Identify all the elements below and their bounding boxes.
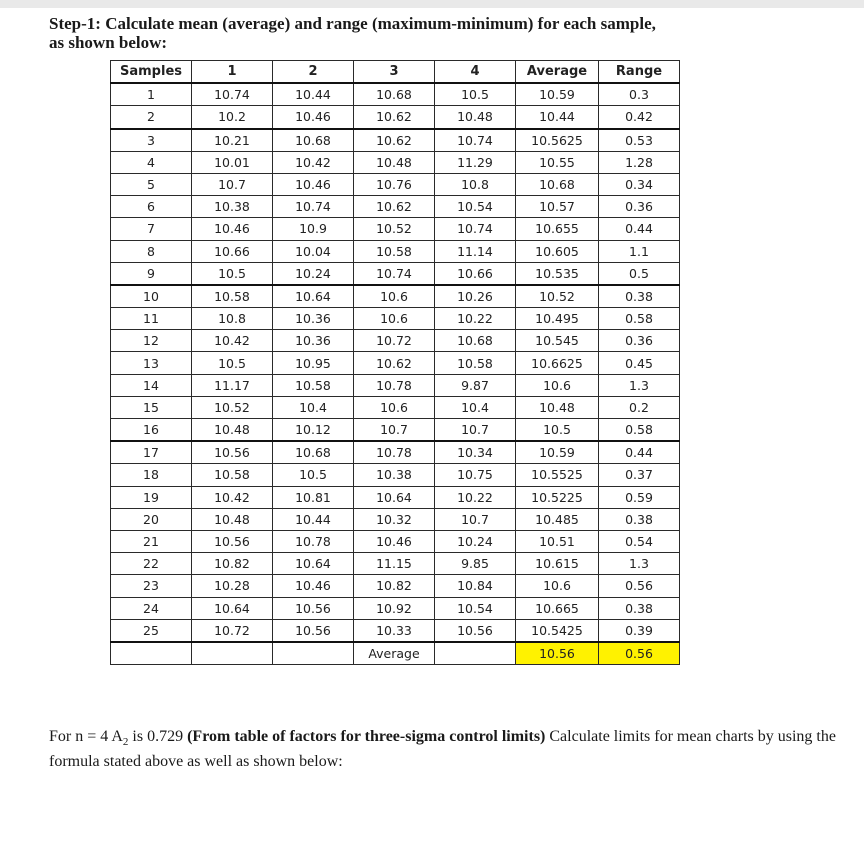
header-samples: Samples xyxy=(111,61,192,84)
value-3-cell: 10.33 xyxy=(354,619,435,642)
average-cell: 10.605 xyxy=(516,240,599,262)
value-2-cell: 10.68 xyxy=(273,129,354,152)
header-range: Range xyxy=(599,61,680,84)
average-cell: 10.55 xyxy=(516,151,599,173)
range-cell: 0.45 xyxy=(599,352,680,374)
sample-number-cell: 7 xyxy=(111,218,192,240)
value-1-cell: 10.82 xyxy=(192,553,273,575)
factor-paragraph xyxy=(49,727,839,772)
range-cell: 0.58 xyxy=(599,308,680,330)
sample-number-cell: 25 xyxy=(111,619,192,642)
sample-number-cell: 24 xyxy=(111,597,192,619)
value-4-cell: 10.5 xyxy=(435,83,516,106)
range-cell: 0.58 xyxy=(599,419,680,442)
value-2-cell: 10.64 xyxy=(273,553,354,575)
table-row xyxy=(111,619,680,642)
table-row xyxy=(111,262,680,285)
value-2-cell: 10.5 xyxy=(273,464,354,486)
value-4-cell: 11.14 xyxy=(435,240,516,262)
footer-average-label: Average xyxy=(354,642,435,665)
average-cell: 10.5225 xyxy=(516,486,599,508)
table-row xyxy=(111,218,680,240)
header-average: Average xyxy=(516,61,599,84)
sample-number-cell: 15 xyxy=(111,396,192,418)
table-row xyxy=(111,575,680,597)
value-1-cell: 10.5 xyxy=(192,352,273,374)
sample-number-cell: 13 xyxy=(111,352,192,374)
table-row xyxy=(111,83,680,106)
value-3-cell: 10.78 xyxy=(354,441,435,464)
average-cell: 10.57 xyxy=(516,196,599,218)
average-cell: 10.5625 xyxy=(516,129,599,152)
value-3-cell: 10.52 xyxy=(354,218,435,240)
value-4-cell: 10.56 xyxy=(435,619,516,642)
sample-number-cell: 8 xyxy=(111,240,192,262)
average-cell: 10.5425 xyxy=(516,619,599,642)
sample-number-cell: 12 xyxy=(111,330,192,352)
value-2-cell: 10.78 xyxy=(273,530,354,552)
value-3-cell: 10.32 xyxy=(354,508,435,530)
range-cell: 0.36 xyxy=(599,330,680,352)
value-1-cell: 10.8 xyxy=(192,308,273,330)
value-1-cell: 10.28 xyxy=(192,575,273,597)
value-2-cell: 10.95 xyxy=(273,352,354,374)
footer-empty-cell xyxy=(111,642,192,665)
average-cell: 10.655 xyxy=(516,218,599,240)
value-4-cell: 10.68 xyxy=(435,330,516,352)
table-row xyxy=(111,419,680,442)
value-3-cell: 10.38 xyxy=(354,464,435,486)
value-2-cell: 10.74 xyxy=(273,196,354,218)
value-3-cell: 10.46 xyxy=(354,530,435,552)
average-cell: 10.44 xyxy=(516,106,599,129)
value-4-cell: 10.4 xyxy=(435,396,516,418)
value-2-cell: 10.56 xyxy=(273,597,354,619)
value-3-cell: 10.72 xyxy=(354,330,435,352)
samples-table xyxy=(110,60,680,665)
value-1-cell: 10.48 xyxy=(192,419,273,442)
sample-number-cell: 9 xyxy=(111,262,192,285)
range-cell: 0.44 xyxy=(599,441,680,464)
table-body xyxy=(111,83,680,642)
average-cell: 10.59 xyxy=(516,83,599,106)
table-row xyxy=(111,151,680,173)
sample-number-cell: 2 xyxy=(111,106,192,129)
table-row xyxy=(111,285,680,308)
average-cell: 10.485 xyxy=(516,508,599,530)
table-row xyxy=(111,530,680,552)
value-4-cell: 10.54 xyxy=(435,196,516,218)
average-cell: 10.5 xyxy=(516,419,599,442)
footer-empty-cell xyxy=(435,642,516,665)
value-1-cell: 11.17 xyxy=(192,374,273,396)
average-cell: 10.59 xyxy=(516,441,599,464)
value-3-cell: 10.92 xyxy=(354,597,435,619)
range-cell: 1.3 xyxy=(599,374,680,396)
value-2-cell: 10.4 xyxy=(273,396,354,418)
average-range-value: 0.56 xyxy=(599,642,680,665)
value-2-cell: 10.64 xyxy=(273,285,354,308)
table-row xyxy=(111,441,680,464)
sample-number-cell: 6 xyxy=(111,196,192,218)
range-cell: 0.2 xyxy=(599,396,680,418)
value-2-cell: 10.46 xyxy=(273,106,354,129)
grand-average-value: 10.56 xyxy=(516,642,599,665)
average-cell: 10.52 xyxy=(516,285,599,308)
average-cell: 10.6625 xyxy=(516,352,599,374)
value-4-cell: 9.87 xyxy=(435,374,516,396)
range-cell: 1.1 xyxy=(599,240,680,262)
para-middle: is 0.729 xyxy=(128,728,188,745)
sample-number-cell: 5 xyxy=(111,173,192,195)
value-4-cell: 10.66 xyxy=(435,262,516,285)
sample-number-cell: 16 xyxy=(111,419,192,442)
table-row xyxy=(111,129,680,152)
table-row xyxy=(111,597,680,619)
value-1-cell: 10.56 xyxy=(192,530,273,552)
value-2-cell: 10.81 xyxy=(273,486,354,508)
value-2-cell: 10.58 xyxy=(273,374,354,396)
average-cell: 10.68 xyxy=(516,173,599,195)
value-3-cell: 10.6 xyxy=(354,285,435,308)
value-4-cell: 10.74 xyxy=(435,129,516,152)
value-3-cell: 10.76 xyxy=(354,173,435,195)
sample-number-cell: 18 xyxy=(111,464,192,486)
table-row xyxy=(111,352,680,374)
value-3-cell: 11.15 xyxy=(354,553,435,575)
table-footer-row xyxy=(111,642,680,665)
value-2-cell: 10.24 xyxy=(273,262,354,285)
range-cell: 0.36 xyxy=(599,196,680,218)
value-4-cell: 10.48 xyxy=(435,106,516,129)
value-3-cell: 10.68 xyxy=(354,83,435,106)
average-cell: 10.615 xyxy=(516,553,599,575)
range-cell: 0.42 xyxy=(599,106,680,129)
range-cell: 0.59 xyxy=(599,486,680,508)
average-cell: 10.48 xyxy=(516,396,599,418)
para-bold-note: (From table of factors for three-sigma control limits) xyxy=(187,728,546,745)
para-suffix: Calculate limits for mean charts by using the formula stated above as well as shown below: xyxy=(49,728,836,771)
range-cell: 0.44 xyxy=(599,218,680,240)
value-3-cell: 10.6 xyxy=(354,396,435,418)
sample-number-cell: 14 xyxy=(111,374,192,396)
value-1-cell: 10.21 xyxy=(192,129,273,152)
value-2-cell: 10.12 xyxy=(273,419,354,442)
table-row xyxy=(111,240,680,262)
value-4-cell: 10.54 xyxy=(435,597,516,619)
para-prefix: For n = 4 A xyxy=(49,728,123,745)
average-cell: 10.665 xyxy=(516,597,599,619)
value-1-cell: 10.52 xyxy=(192,396,273,418)
value-1-cell: 10.38 xyxy=(192,196,273,218)
sample-number-cell: 4 xyxy=(111,151,192,173)
average-cell: 10.535 xyxy=(516,262,599,285)
average-cell: 10.6 xyxy=(516,374,599,396)
sample-number-cell: 19 xyxy=(111,486,192,508)
value-1-cell: 10.7 xyxy=(192,173,273,195)
range-cell: 0.38 xyxy=(599,285,680,308)
range-cell: 0.37 xyxy=(599,464,680,486)
value-1-cell: 10.42 xyxy=(192,486,273,508)
value-2-cell: 10.36 xyxy=(273,308,354,330)
table-row xyxy=(111,508,680,530)
value-1-cell: 10.5 xyxy=(192,262,273,285)
value-3-cell: 10.48 xyxy=(354,151,435,173)
value-1-cell: 10.58 xyxy=(192,464,273,486)
value-3-cell: 10.7 xyxy=(354,419,435,442)
value-4-cell: 10.24 xyxy=(435,530,516,552)
value-2-cell: 10.56 xyxy=(273,619,354,642)
value-4-cell: 10.22 xyxy=(435,308,516,330)
footer-empty-cell xyxy=(192,642,273,665)
value-3-cell: 10.62 xyxy=(354,129,435,152)
page-top-bar xyxy=(0,0,864,8)
value-4-cell: 10.8 xyxy=(435,173,516,195)
value-1-cell: 10.01 xyxy=(192,151,273,173)
value-2-cell: 10.46 xyxy=(273,173,354,195)
value-4-cell: 11.29 xyxy=(435,151,516,173)
value-4-cell: 10.26 xyxy=(435,285,516,308)
value-4-cell: 10.7 xyxy=(435,508,516,530)
sample-number-cell: 23 xyxy=(111,575,192,597)
header-1: 1 xyxy=(192,61,273,84)
value-4-cell: 10.74 xyxy=(435,218,516,240)
sample-number-cell: 17 xyxy=(111,441,192,464)
value-2-cell: 10.9 xyxy=(273,218,354,240)
value-2-cell: 10.44 xyxy=(273,83,354,106)
average-cell: 10.545 xyxy=(516,330,599,352)
value-3-cell: 10.62 xyxy=(354,196,435,218)
value-1-cell: 10.72 xyxy=(192,619,273,642)
sample-number-cell: 20 xyxy=(111,508,192,530)
range-cell: 0.34 xyxy=(599,173,680,195)
value-4-cell: 10.7 xyxy=(435,419,516,442)
range-cell: 0.38 xyxy=(599,597,680,619)
range-cell: 0.5 xyxy=(599,262,680,285)
range-cell: 0.56 xyxy=(599,575,680,597)
value-1-cell: 10.64 xyxy=(192,597,273,619)
sample-number-cell: 21 xyxy=(111,530,192,552)
value-1-cell: 10.56 xyxy=(192,441,273,464)
value-4-cell: 10.22 xyxy=(435,486,516,508)
value-1-cell: 10.66 xyxy=(192,240,273,262)
value-4-cell: 10.84 xyxy=(435,575,516,597)
average-cell: 10.6 xyxy=(516,575,599,597)
table-row xyxy=(111,464,680,486)
value-3-cell: 10.62 xyxy=(354,352,435,374)
value-2-cell: 10.46 xyxy=(273,575,354,597)
para-subscript: 2 xyxy=(122,736,129,749)
step-heading xyxy=(49,14,829,52)
range-cell: 1.3 xyxy=(599,553,680,575)
value-1-cell: 10.42 xyxy=(192,330,273,352)
table-row xyxy=(111,173,680,195)
table-row xyxy=(111,308,680,330)
table-header-row xyxy=(111,61,680,84)
heading-line-1: Step-1: Calculate mean (average) and range (maximum-minimum) for each sample, xyxy=(49,14,656,33)
value-2-cell: 10.36 xyxy=(273,330,354,352)
value-2-cell: 10.42 xyxy=(273,151,354,173)
value-3-cell: 10.58 xyxy=(354,240,435,262)
value-4-cell: 10.58 xyxy=(435,352,516,374)
table-row xyxy=(111,196,680,218)
range-cell: 0.53 xyxy=(599,129,680,152)
range-cell: 0.54 xyxy=(599,530,680,552)
range-cell: 1.28 xyxy=(599,151,680,173)
value-3-cell: 10.74 xyxy=(354,262,435,285)
table-row xyxy=(111,553,680,575)
sample-number-cell: 3 xyxy=(111,129,192,152)
value-3-cell: 10.6 xyxy=(354,308,435,330)
sample-number-cell: 10 xyxy=(111,285,192,308)
sample-number-cell: 1 xyxy=(111,83,192,106)
value-3-cell: 10.82 xyxy=(354,575,435,597)
heading-line-2: as shown below: xyxy=(49,33,168,52)
range-cell: 0.3 xyxy=(599,83,680,106)
table-row xyxy=(111,106,680,129)
value-2-cell: 10.44 xyxy=(273,508,354,530)
value-1-cell: 10.58 xyxy=(192,285,273,308)
value-4-cell: 10.34 xyxy=(435,441,516,464)
header-4: 4 xyxy=(435,61,516,84)
value-3-cell: 10.64 xyxy=(354,486,435,508)
value-2-cell: 10.68 xyxy=(273,441,354,464)
average-cell: 10.495 xyxy=(516,308,599,330)
average-cell: 10.51 xyxy=(516,530,599,552)
sample-number-cell: 22 xyxy=(111,553,192,575)
value-1-cell: 10.74 xyxy=(192,83,273,106)
average-cell: 10.5525 xyxy=(516,464,599,486)
table-row xyxy=(111,396,680,418)
table-row xyxy=(111,486,680,508)
range-cell: 0.38 xyxy=(599,508,680,530)
value-1-cell: 10.48 xyxy=(192,508,273,530)
header-2: 2 xyxy=(273,61,354,84)
value-4-cell: 10.75 xyxy=(435,464,516,486)
header-3: 3 xyxy=(354,61,435,84)
range-cell: 0.39 xyxy=(599,619,680,642)
value-1-cell: 10.46 xyxy=(192,218,273,240)
value-4-cell: 9.85 xyxy=(435,553,516,575)
table-row xyxy=(111,330,680,352)
value-3-cell: 10.62 xyxy=(354,106,435,129)
value-2-cell: 10.04 xyxy=(273,240,354,262)
value-3-cell: 10.78 xyxy=(354,374,435,396)
footer-empty-cell xyxy=(273,642,354,665)
value-1-cell: 10.2 xyxy=(192,106,273,129)
sample-number-cell: 11 xyxy=(111,308,192,330)
table-row xyxy=(111,374,680,396)
